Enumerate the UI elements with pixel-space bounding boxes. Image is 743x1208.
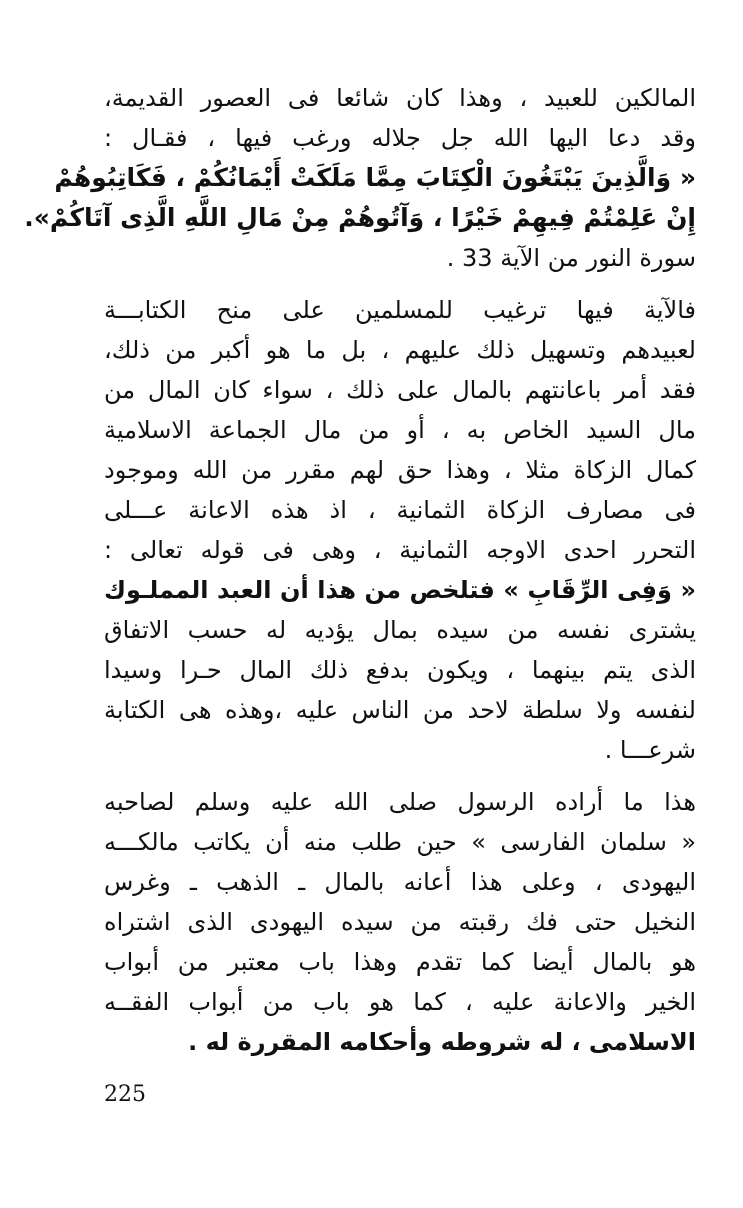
paragraph-2-line: مال السيد الخاص به ، أو من مال الجماعة الاسلامية (104, 416, 696, 444)
paragraph-2-line: فالآية فيها ترغيب للمسلمين على منح الكتابـــة (104, 296, 696, 324)
paragraph-2-line: يشترى نفسه من سيده بمال يؤديه له حسب الاتفاق (104, 616, 696, 644)
paragraph-3-line: هو بالمال أيضا كما تقدم وهذا باب معتبر من أبواب (104, 948, 696, 976)
paragraph-2-line: فقد أمر باعانتهم بالمال على ذلك ، سواء كان المال من (104, 376, 696, 404)
paragraph-1 (24, 78, 696, 278)
paragraph-1-line: المالكين للعبيد ، وهذا كان شائعا فى العصور القديمة، (104, 84, 696, 112)
paragraph-2 (104, 290, 696, 770)
paragraph-3-line: الخير والاعانة عليه ، كما هو باب من أبواب الفقــه (104, 988, 696, 1016)
page-number: 225 (104, 1082, 146, 1107)
paragraph-2-line-verse: « وَفِى الرِّقَابِ » فتلخص من هذا أن العبد المملـوك (104, 576, 696, 604)
paragraph-spacer (104, 770, 696, 782)
paragraph-2-line: لنفسه ولا سلطة لاحد من الناس عليه ،وهذه هى الكتابة (104, 696, 696, 724)
paragraph-3-line: هذا ما أراده الرسول صلى الله عليه وسلم لصاحبه (104, 788, 696, 816)
paragraph-3-line: « سلمان الفارسى » حين طلب منه أن يكاتب مالكـــه (104, 828, 696, 856)
paragraph-2-line: الذى يتم بينهما ، ويكون بدفع ذلك المال حـرا وسيدا (104, 656, 696, 684)
paragraph-2-line: التحرر احدى الاوجه الثمانية ، وهى فى قوله تعالى : (104, 536, 696, 564)
page-body (24, 78, 696, 1062)
paragraph-1-line: وقد دعا اليها الله جل جلاله ورغب فيها ، فقـال : (104, 124, 696, 152)
quran-verse-line: إِنْ عَلِمْتُمْ فِيهِمْ خَيْرًا ، وَآتُوهُمْ مِنْ مَالِ اللَّهِ الَّذِى آتَاكُمْ». (24, 203, 696, 232)
paragraph-3-line: الاسلامى ، له شروطه وأحكامه المقررة له . (188, 1028, 696, 1056)
paragraph-2-line: كمال الزكاة مثلا ، وهذا حق لهم مقرر من الله وموجود (104, 456, 696, 484)
paragraph-3-line: اليهودى ، وعلى هذا أعانه بالمال ـ الذهب ـ وغرس (104, 868, 696, 896)
paragraph-2-line: شرعـــا . (604, 736, 696, 764)
paragraph-spacer (104, 278, 696, 290)
verse-reference: سورة النور من الآية 33 . (446, 244, 696, 272)
quran-verse-line: « وَالَّذِينَ يَبْتَغُونَ الْكِتَابَ مِمَّا مَلَكَتْ أَيْمَانُكُمْ ، فَكَاتِبُوهُمْ (54, 163, 696, 192)
paragraph-3 (104, 782, 696, 1062)
paragraph-2-line: لعبيدهم وتسهيل ذلك عليهم ، بل ما هو أكبر من ذلك، (104, 336, 696, 364)
paragraph-3-line: النخيل حتى فك رقبته من سيده اليهودى الذى اشتراه (104, 908, 696, 936)
paragraph-2-line: فى مصارف الزكاة الثمانية ، اذ هذه الاعانة عـــلى (104, 496, 696, 524)
